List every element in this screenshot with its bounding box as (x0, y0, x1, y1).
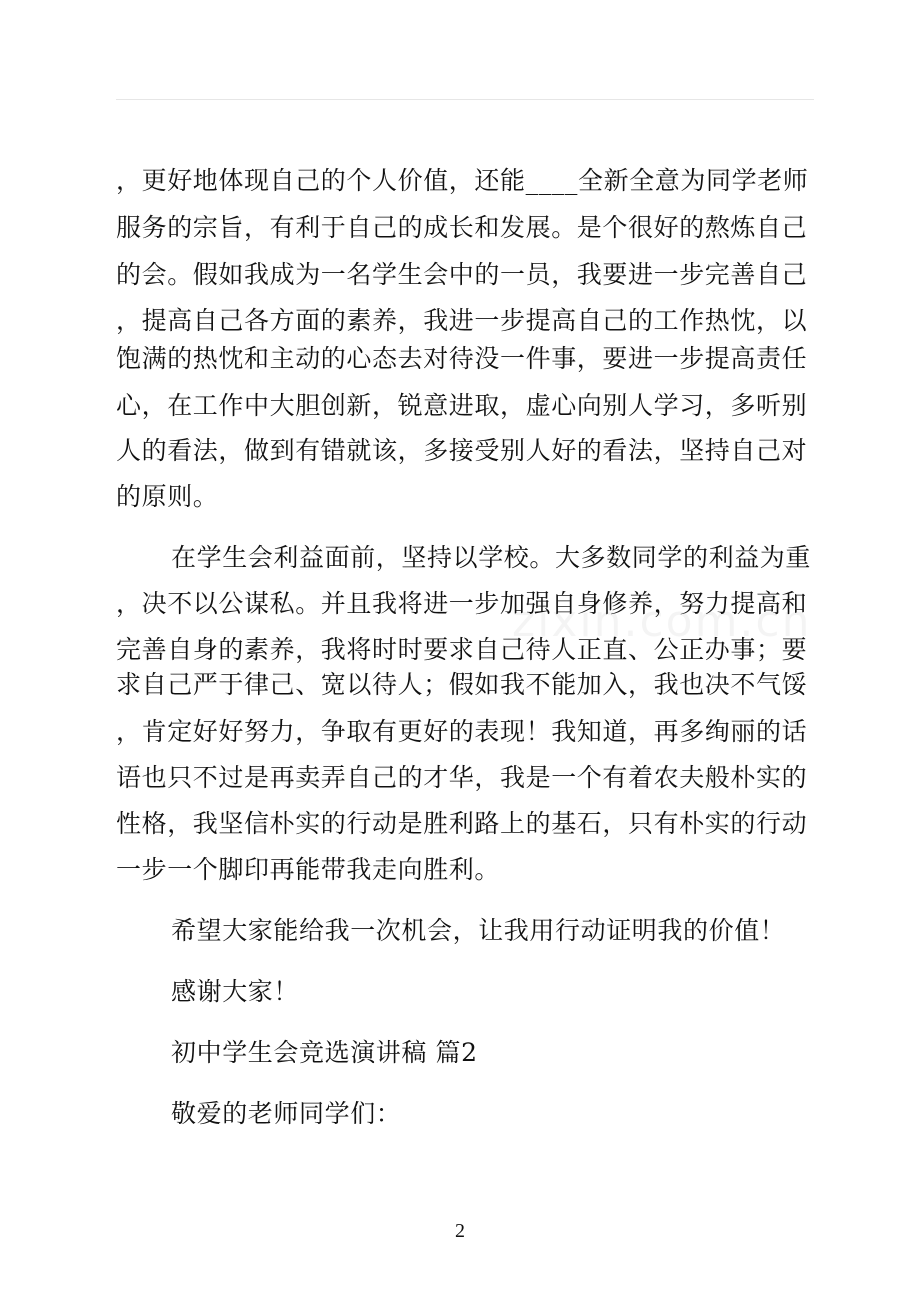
header-divider (116, 99, 814, 100)
page-number: 2 (455, 1220, 465, 1242)
paragraph-2-line: 性格，我坚信朴实的行动是胜利路上的基石，只有朴实的行动 (116, 809, 808, 838)
paragraph-2-line: ，肯定好好努力，争取有更好的表现！我知道，再多绚丽的话 (116, 717, 808, 746)
greeting-line: 敬爱的老师同学们： (171, 1099, 402, 1128)
paragraph-2-line: ，决不以公谋私。并且我将进一步加强自身修养，努力提高和 (116, 589, 808, 618)
thanks-line: 感谢大家！ (171, 977, 300, 1006)
paragraph-2-line: 语也只不过是再卖弄自己的才华，我是一个有着农夫般朴实的 (116, 763, 808, 792)
paragraph-2-line: 在学生会利益面前，坚持以学校。大多数同学的利益为重 (171, 543, 812, 572)
paragraph-2-line: 一步一个脚印再能带我走向胜利。 (116, 855, 501, 884)
section-title: 初中学生会竞选演讲稿 篇2 (171, 1038, 478, 1067)
paragraph-1-line: ，提高自己各方面的素养，我进一步提高自己的工作热忱，以 (116, 306, 808, 335)
paragraph-1-line: 的会。假如我成为一名学生会中的一员，我要进一步完善自己 (116, 260, 808, 289)
paragraph-1-line: 的原则。 (116, 482, 219, 511)
paragraph-1-line: 人的看法，做到有错就该，多接受别人好的看法，坚持自己对 (116, 436, 808, 465)
hope-line: 希望大家能给我一次机会，让我用行动证明我的价值！ (171, 916, 786, 945)
paragraph-1-line: 心，在工作中大胆创新，锐意进取，虚心向别人学习，多听别 (116, 391, 808, 420)
paragraph-1-line: 服务的宗旨，有利于自己的成长和发展。是个很好的熬炼自己 (116, 213, 808, 242)
paragraph-2-line: 完善自身的素养，我将时时要求自己待人正直、公正办事；要 (116, 635, 808, 664)
paragraph-1-line: 饱满的热忱和主动的心态去对待没一件事，要进一步提高责任 (116, 344, 808, 373)
paragraph-2-line: 求自己严于律己、宽以待人；假如我不能加入，我也决不气馁 (116, 670, 808, 699)
paragraph-1-line: ，更好地体现自己的个人价值，还能____全新全意为同学老师 (116, 166, 809, 195)
